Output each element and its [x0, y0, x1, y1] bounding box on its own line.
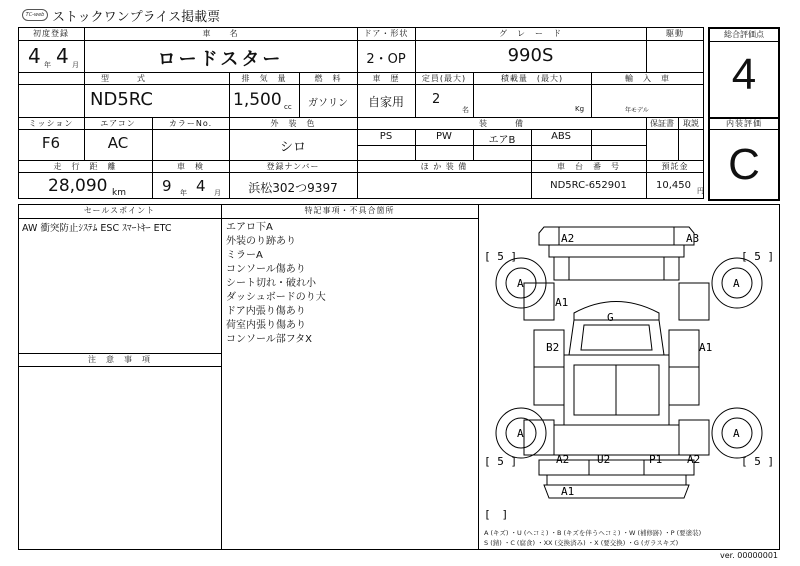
fuel-label: 燃 料	[314, 74, 342, 83]
notes-label: 特記事項・不具合箇所	[304, 206, 395, 215]
mileage: 28,090	[48, 176, 108, 196]
mark-rear-center: U2	[597, 453, 611, 466]
category: 自家用	[367, 95, 404, 109]
mark-front-bumper-left: A2	[561, 232, 575, 245]
car-name: ロードスター	[157, 49, 284, 70]
car-damage-diagram	[479, 205, 779, 549]
chassis-no-label: 車 台 番 号	[557, 162, 620, 171]
equipment-item: PW	[436, 131, 452, 142]
interior-score: C	[728, 140, 760, 189]
bracket-front-left: [ 5 ]	[484, 250, 518, 263]
plate-label: 登録ナンバー	[266, 162, 320, 171]
import-label: 輸 入 車	[625, 74, 670, 83]
mark-rear-right-2: A2	[687, 453, 701, 466]
first-reg-year: 4	[28, 44, 41, 68]
sales-points-text: AW 衝突防止ｼｽﾃﾑ ESC ｽﾏｰﾄｷｰ ETC	[22, 223, 172, 234]
load-label: 積載量 (最大)	[500, 74, 564, 83]
first-reg-label: 初度登録	[33, 29, 69, 38]
bracket-front-right: [ 5 ]	[741, 250, 775, 263]
equipment-item: PS	[379, 131, 393, 142]
note-item: 外装のり跡あり	[226, 236, 296, 247]
tc-web-logo: TC-web	[22, 9, 48, 21]
version-label: ver. 00000001	[719, 551, 778, 560]
category-label: 車 歴	[372, 74, 400, 83]
mark-door-right: A1	[699, 341, 713, 354]
equipment-label: 装 備	[479, 119, 524, 128]
bracket-rear-right: [ 5 ]	[741, 455, 775, 468]
exterior-color: シロ	[279, 140, 306, 155]
mark-tire-rl: A	[517, 427, 524, 440]
mark-tire-rr: A	[733, 427, 740, 440]
inspection-month: 4	[196, 177, 206, 195]
note-item: ダッシュボードのり大	[226, 292, 326, 303]
chassis-no: ND5RC-652901	[550, 180, 627, 191]
note-item: ミラーA	[226, 250, 263, 261]
drive-label: 駆動	[666, 29, 684, 38]
import-model-year: 年モデル	[625, 107, 649, 114]
grade-label: グ レ ー ド	[499, 29, 562, 38]
note-item: コンソール傷あり	[226, 264, 306, 275]
load-unit: Kg	[575, 105, 585, 113]
mission: F6	[41, 134, 61, 152]
grade: 990S	[507, 45, 554, 66]
bracket-rear-left: [ 5 ]	[484, 455, 518, 468]
equipment-item: エアB	[488, 135, 516, 146]
mileage-label: 走 行 距 離	[53, 162, 117, 171]
plate: 浜松302つ9397	[248, 181, 338, 195]
notes-list	[226, 221, 326, 347]
form-title: ストックワンプライス掲載票	[52, 10, 221, 25]
aircon: AC	[107, 134, 129, 152]
warranty-label: 保証書	[650, 119, 674, 128]
car-name-label: 車 名	[202, 29, 239, 38]
mission-label: ミッション	[28, 119, 74, 128]
overall-score-label: 総合評価点	[724, 30, 764, 39]
note-item: コンソール部フタX	[226, 334, 312, 345]
displacement-label: 排 気 量	[241, 74, 287, 83]
equipment-item: ABS	[551, 131, 571, 142]
note-item: ドア内張り傷あり	[226, 306, 306, 317]
mark-roof: G	[607, 311, 614, 324]
legend-line-2: S (錆) ・C (腐食) ・XX (交換済み) ・X (要交換) ・G (ガラスキズ)	[484, 539, 679, 547]
inspection-label: 車 検	[177, 162, 204, 171]
displacement-unit: cc	[284, 103, 292, 111]
note-item: 荷室内張り傷あり	[226, 320, 306, 331]
bracket-spare: [ ]	[484, 508, 509, 521]
interior-score-label: 内装評価	[726, 119, 762, 128]
other-equipment-label: ほ か 装 備	[420, 162, 468, 171]
mark-rear-bumper: A1	[561, 485, 575, 498]
first-reg-month-unit: 月	[72, 61, 79, 69]
capacity-label: 定員(最大)	[421, 74, 467, 83]
inspection-year-unit: 年	[180, 189, 187, 197]
overall-score: 4	[731, 50, 757, 99]
model: ND5RC	[90, 89, 153, 110]
mark-fender-left: A1	[555, 296, 569, 309]
recycle-fee: 10,450	[656, 180, 691, 191]
note-item: シート切れ・破れ小	[226, 278, 316, 289]
mark-front-bumper-right: A3	[686, 232, 700, 245]
mark-rear-right-1: P1	[649, 453, 663, 466]
first-reg-year-unit: 年	[44, 61, 51, 69]
fuel: ガソリン	[308, 98, 348, 109]
note-item: エアロ下A	[226, 222, 273, 233]
mark-rear-left: A2	[556, 453, 570, 466]
aircon-label: エアコン	[100, 119, 136, 128]
mark-tire-fl: A	[517, 277, 524, 290]
model-label: 型 式	[101, 74, 146, 83]
color-no-label: カラーNo.	[168, 119, 213, 128]
legend-line-1: A (キズ) ・U (ヘコミ) ・B (キズを伴うヘコミ) ・W (補修跡) ・P (要塗装)	[484, 529, 702, 537]
mileage-unit: km	[112, 188, 126, 198]
door-type: 2・OP	[366, 52, 406, 67]
mark-tire-fr: A	[733, 277, 740, 290]
caution-label: 注 意 事 項	[88, 355, 151, 364]
recycle-fee-unit: 円	[697, 187, 704, 195]
first-reg-month: 4	[56, 44, 69, 68]
inspection-month-unit: 月	[214, 189, 221, 197]
inspection-year: 9	[162, 177, 172, 195]
door-type-label: ドア・形状	[363, 29, 409, 38]
mark-door-left: B2	[546, 341, 560, 354]
capacity-unit: 名	[462, 106, 469, 114]
exterior-color-label: 外 装 色	[270, 119, 316, 128]
sales-points-label: セールスポイント	[83, 206, 156, 215]
displacement: 1,500	[233, 90, 282, 110]
recycle-fee-label: 預託金	[661, 162, 689, 171]
capacity: 2	[432, 92, 441, 107]
manual-label: 取説	[683, 119, 699, 128]
